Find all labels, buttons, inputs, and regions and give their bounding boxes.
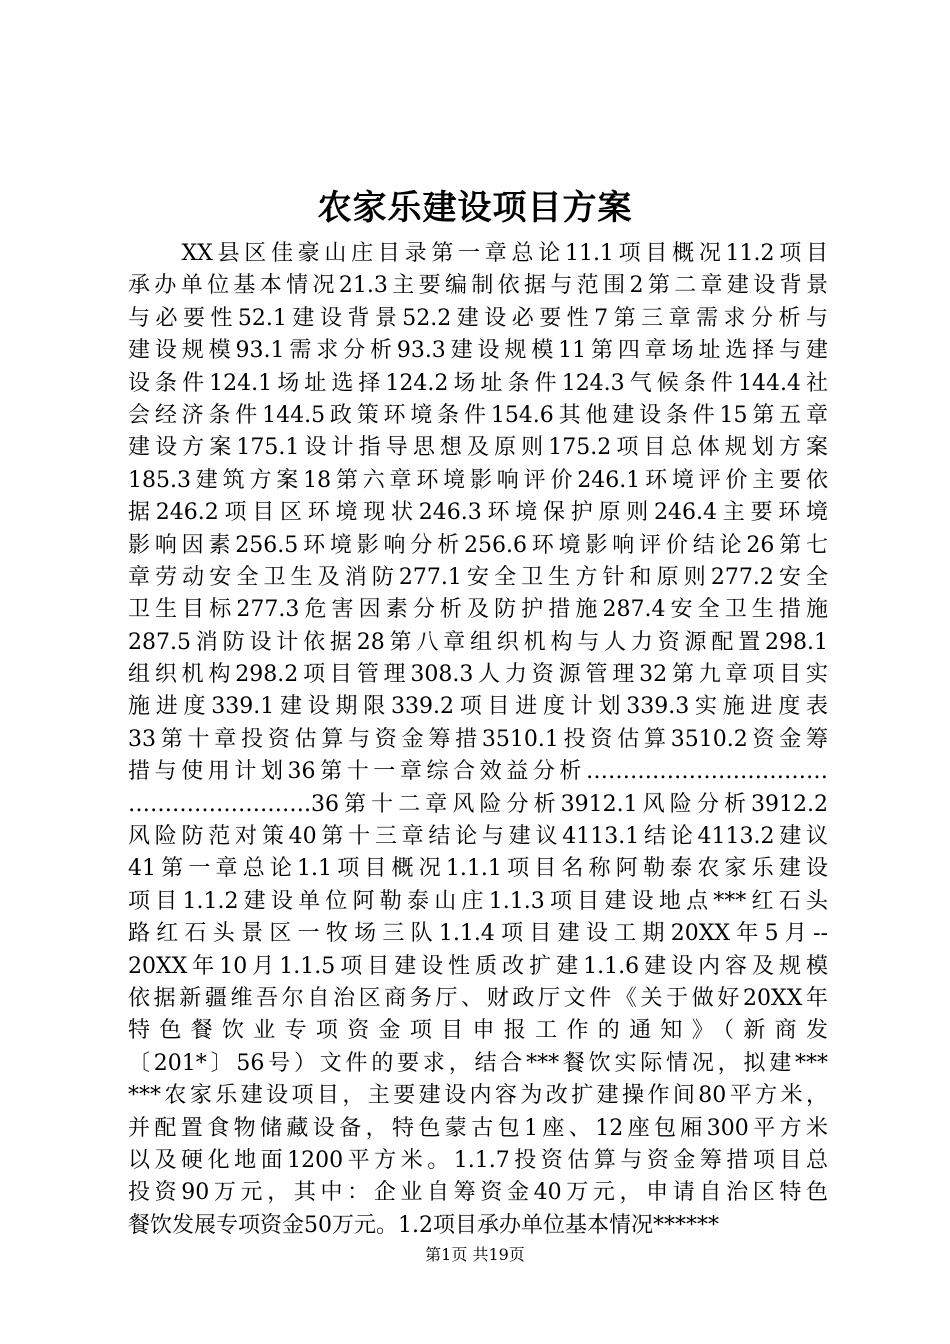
body-line: 投资90万元，其中：企业自筹资金40万元，申请自治区特色: [128, 1180, 828, 1206]
body-line: 以及硬化地面1200平方米。1.1.7投资估算与资金筹措项目总: [128, 1147, 828, 1173]
body-line: 影响因素256.5环境影响分析256.6环境影响评价结论26第七: [128, 532, 828, 558]
body-line: 路红石头景区一牧场三队1.1.4项目建设工期20XX年5月--: [128, 921, 828, 947]
body-line: 与必要性52.1建设背景52.2建设必要性7第三章需求分析与: [128, 305, 828, 331]
body-line: 设条件124.1场址选择124.2场址条件124.3气候条件144.4社: [128, 370, 828, 396]
body-line: 风险防范对策40第十三章结论与建议4113.1结论4113.2建议: [128, 824, 828, 850]
body-line: 餐饮发展专项资金50万元。1.2项目承办单位基本情况******: [128, 1212, 719, 1238]
body-line: 建设方案175.1设计指导思想及原则175.2项目总体规划方案: [128, 435, 828, 461]
document-title: 农家乐建设项目方案: [317, 188, 633, 228]
body-line: 项目1.1.2建设单位阿勒泰山庄1.1.3项目建设地点***红石头: [128, 888, 828, 914]
body-line: 287.5消防设计依据28第八章组织机构与人力资源配置298.1: [128, 629, 828, 655]
body-line: 33第十章投资估算与资金筹措3510.1投资估算3510.2资金筹: [128, 726, 828, 752]
body-line: 章劳动安全卫生及消防277.1安全卫生方针和原则277.2安全: [128, 564, 828, 590]
body-line: 会经济条件144.5政策环境条件154.6其他建设条件15第五章: [128, 402, 828, 428]
body-line: 施进度339.1建设期限339.2项目进度计划339.3实施进度表: [128, 694, 828, 720]
body-line: 组织机构298.2项目管理308.3人力资源管理32第九章项目实: [128, 662, 828, 688]
body-line: ***农家乐建设项目，主要建设内容为改扩建操作间80平方米，: [128, 1083, 828, 1109]
page-footer: 第1页 共19页: [425, 1245, 525, 1264]
body-line: 特色餐饮业专项资金项目申报工作的通知》（新商发: [128, 1018, 828, 1044]
body-line: 41第一章总论1.1项目概况1.1.1项目名称阿勒泰农家乐建设: [128, 856, 828, 882]
body-line: 185.3建筑方案18第六章环境影响评价246.1环境评价主要依: [128, 467, 828, 493]
body-line: 承办单位基本情况21.3主要编制依据与范围2第二章建设背景: [128, 273, 828, 299]
document-body: [128, 238, 828, 1242]
body-line: 并配置食物储藏设备，特色蒙古包1座、12座包厢300平方米: [128, 1115, 828, 1141]
body-line: 卫生目标277.3危害因素分析及防护措施287.4安全卫生措施: [128, 597, 828, 623]
body-line: 20XX年10月1.1.5项目建设性质改扩建1.1.6建设内容及规模: [128, 953, 828, 979]
body-line: 建设规模93.1需求分析93.3建设规模11第四章场址选择与建: [128, 338, 828, 364]
body-line: 措与使用计划36第十一章综合效益分析……………………………: [128, 759, 828, 785]
body-line: 〔201*〕56号）文件的要求，结合***餐饮实际情况，拟建***: [128, 1050, 828, 1076]
body-line: XX县区佳豪山庄目录第一章总论11.1项目概况11.2项目: [128, 241, 828, 266]
body-line: 据246.2项目区环境现状246.3环境保护原则246.4主要环境: [128, 500, 828, 526]
body-line: …………………….36第十二章风险分析3912.1风险分析3912.2: [128, 791, 828, 817]
body-line: 依据新疆维吾尔自治区商务厅、财政厅文件《关于做好20XX年: [128, 985, 828, 1011]
